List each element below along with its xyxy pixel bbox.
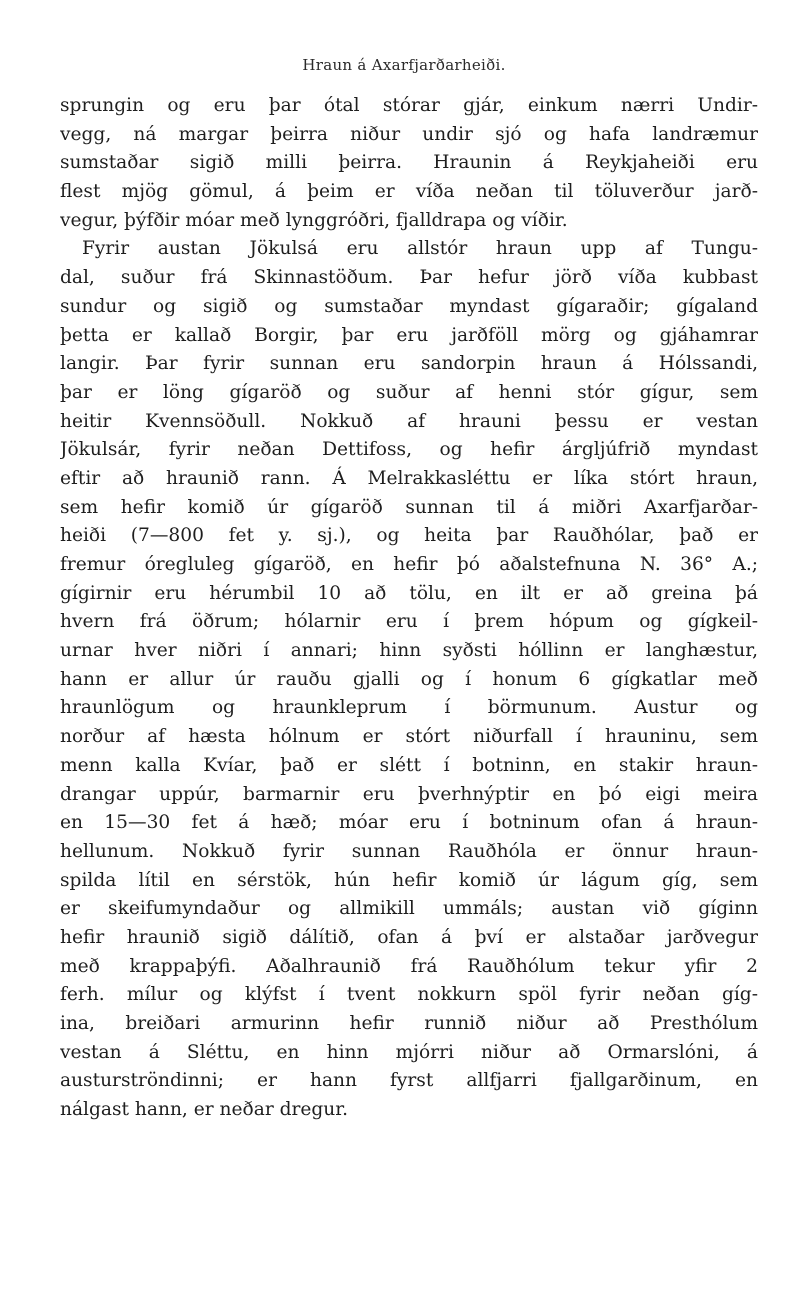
text-line: sprungin og eru þar ótal stórar gjár, einkum nærri Undir- — [60, 95, 758, 116]
text-line: heitir Kvennsöðull. Nokkuð af hrauni þessu er vestan — [60, 410, 758, 432]
text-line: gígirnir eru hérumbil 10 að tölu, en ilt er að greina þá — [60, 582, 758, 604]
text-line: urnar hver niðri í annari; hinn syðsti hóllinn er langhæstur, — [60, 640, 758, 662]
text-line: hann er allur úr rauðu gjalli og í honum 6 gígkatlar með — [60, 668, 758, 690]
text-line: austurströndinni; er hann fyrst allfjarri fjallgarðinum, en — [60, 1070, 758, 1092]
text-line: Fyrir austan Jökulsá eru allstór hraun upp af Tungu- — [82, 238, 758, 260]
text-line: ferh. mílur og klýfst í tvent nokkurn spöl fyrir neðan gíg- — [60, 984, 758, 1006]
text-line: Jökulsár, fyrir neðan Dettifoss, og hefir árgljúfrið myndast — [60, 439, 758, 461]
text-line: hraunlögum og hraunkleprum í börmunum. Austur og — [60, 697, 758, 719]
text-line: nálgast hann, er neðar dregur. — [60, 1099, 349, 1121]
text-line: hvern frá öðrum; hólarnir eru í þrem hópum og gígkeil- — [60, 611, 758, 633]
text-line: menn kalla Kvíar, það er slétt í botninn, en stakir hraun- — [60, 754, 758, 776]
text-line: þar er löng gígaröð og suður af henni stór gígur, sem — [60, 381, 758, 403]
text-line: vegur, þýfðir móar með lynggróðri, fjalldrapa og víðir. — [60, 209, 568, 231]
text-line: fremur óregluleg gígaröð, en hefir þó aðalstefnuna N. 36° A.; — [60, 554, 758, 575]
body-text — [60, 92, 758, 1125]
text-line: spilda lítil en sérstök, hún hefir komið úr lágum gíg, sem — [60, 869, 758, 891]
text-line: sumstaðar sigið milli þeirra. Hraunin á Reykjaheiði eru — [60, 152, 758, 174]
text-line: með krappaþýfi. Aðalhraunið frá Rauðhólum tekur yfir 2 — [60, 955, 758, 977]
text-line: vegg, ná margar þeirra niður undir sjó og hafa landræmur — [60, 123, 758, 145]
text-line: norður af hæsta hólnum er stórt niðurfall í hrauninu, sem — [60, 726, 758, 748]
text-line: þetta er kallað Borgir, þar eru jarðföll mörg og gjáhamrar — [60, 324, 758, 346]
text-line: ina, breiðari armurinn hefir runnið niður að Presthólum — [60, 1013, 758, 1034]
text-line: vestan á Sléttu, en hinn mjórri niður að Ormarslóni, á — [60, 1041, 758, 1063]
text-line: drangar uppúr, barmarnir eru þverhnýptir en þó eigi meira — [60, 783, 758, 805]
text-line: hellunum. Nokkuð fyrir sunnan Rauðhóla er önnur hraun- — [60, 840, 758, 862]
text-line: hefir hraunið sigið dálítið, ofan á því er alstaðar jarðvegur — [60, 926, 758, 948]
text-line: en 15—30 fet á hæð; móar eru í botninum ofan á hraun- — [60, 812, 758, 834]
text-line: flest mjög gömul, á þeim er víða neðan til töluverður jarð- — [60, 181, 758, 203]
text-line: eftir að hraunið rann. Á Melrakkasléttu er líka stórt hraun, — [60, 467, 758, 489]
text-line: langir. Þar fyrir sunnan eru sandorpin hraun á Hólssandi, — [60, 353, 758, 375]
text-line: sem hefir komið úr gígaröð sunnan til á miðri Axarfjarðar- — [60, 496, 758, 518]
text-line: heiði (7—800 fet y. sj.), og heita þar Rauðhólar, það er — [60, 525, 758, 547]
running-head: Hraun á Axarfjarðarheiði. — [302, 56, 506, 74]
text-line: sundur og sigið og sumstaðar myndast gígaraðir; gígaland — [60, 295, 758, 317]
text-line: er skeifumyndaður og allmikill ummáls; austan við gíginn — [60, 898, 758, 920]
text-line: dal, suður frá Skinnastöðum. Þar hefur jörð víða kubbast — [60, 267, 758, 289]
